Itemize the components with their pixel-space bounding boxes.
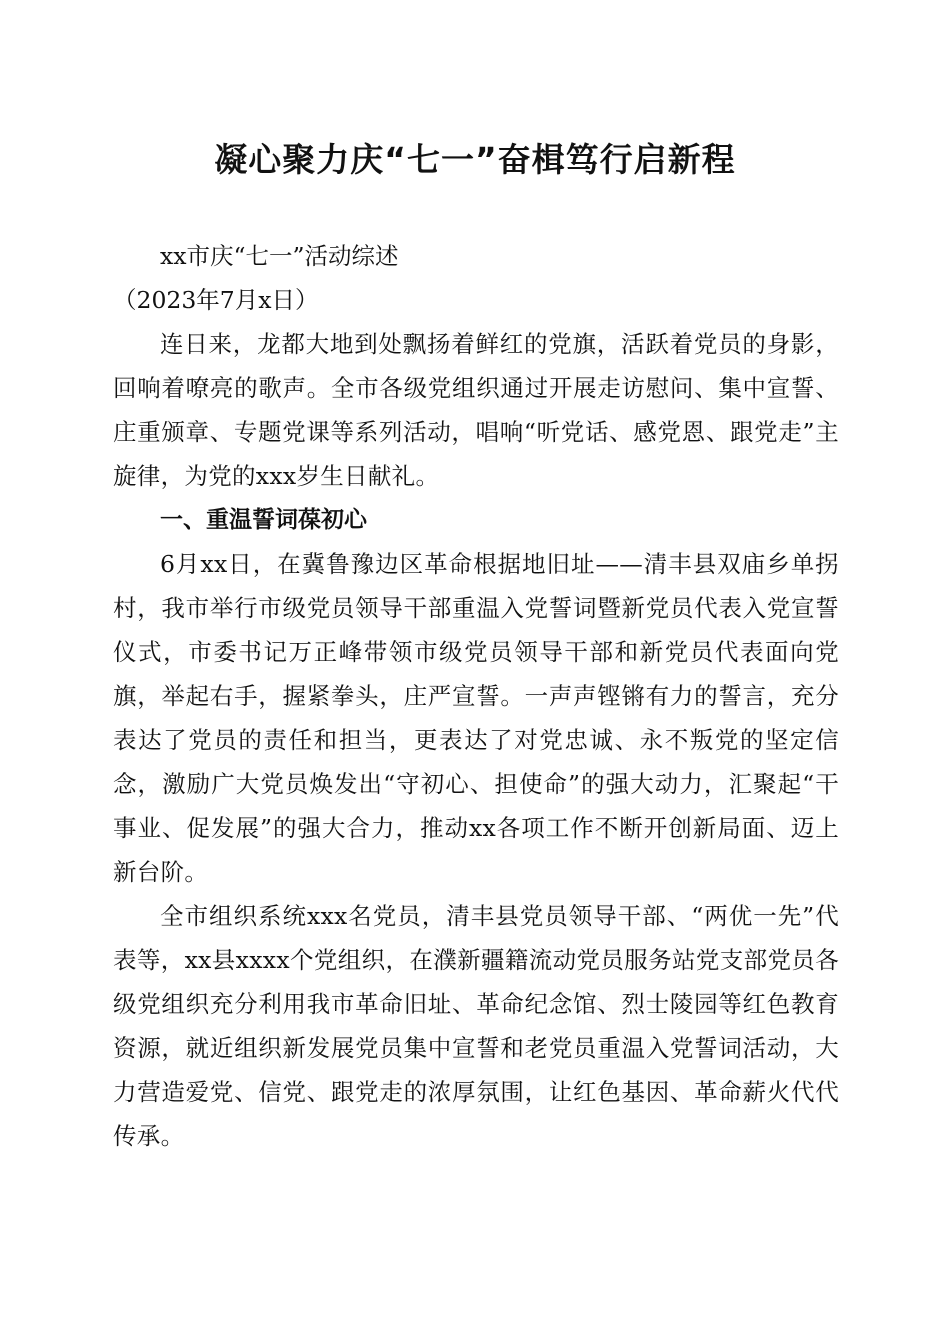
- document-subtitle: xx市庆“七一”活动综述: [160, 242, 399, 270]
- document-date: （2023年7月x日）: [113, 286, 319, 314]
- section-heading: 一、重温誓词葆初心: [160, 507, 367, 533]
- intro-paragraph: 连日来，龙都大地到处飘扬着鲜红的党旗，活跃着党员的身影，回响着嘹亮的歌声。全市各级党组织通过开展走访慰问、集中宣誓、庄重颁章、专题党课等系列活动，唱响“听党话、感党恩、跟党走”主旋律，为党的xxx岁生日献礼。: [113, 330, 839, 490]
- section-paragraph: 6月xx日，在冀鲁豫边区革命根据地旧址——清丰县双庙乡单拐村，我市举行市级党员领导干部重温入党誓词暨新党员代表入党宣誓仪式，市委书记万正峰带领市级党员领导干部和新党员代表面向党旗，举起右手，握紧拳头，庄严宣誓。一声声铿锵有力的誓言，充分表达了党员的责任和担当，更表达了对党忠诚、永不叛党的坚定信念，激励广大党员焕发出“守初心、担使命”的强大动力，汇聚起“干事业、促发展”的强大合力，推动xx各项工作不断开创新局面、迈上新台阶。: [113, 550, 839, 886]
- document-title: 凝心聚力庆“七一”奋楫笃行启新程: [214, 140, 736, 179]
- section-paragraph: 全市组织系统xxx名党员，清丰县党员领导干部、“两优一先”代表等，xx县xxxx个党组织，在濮新疆籍流动党员服务站党支部党员各级党组织充分利用我市革命旧址、革命纪念馆、烈士陵园等红色教育资源，就近组织新发展党员集中宣誓和老党员重温入党誓词活动，大力营造爱党、信党、跟党走的浓厚氛围，让红色基因、革命薪火代代传承。: [113, 902, 839, 1150]
- document-body: [113, 234, 839, 1158]
